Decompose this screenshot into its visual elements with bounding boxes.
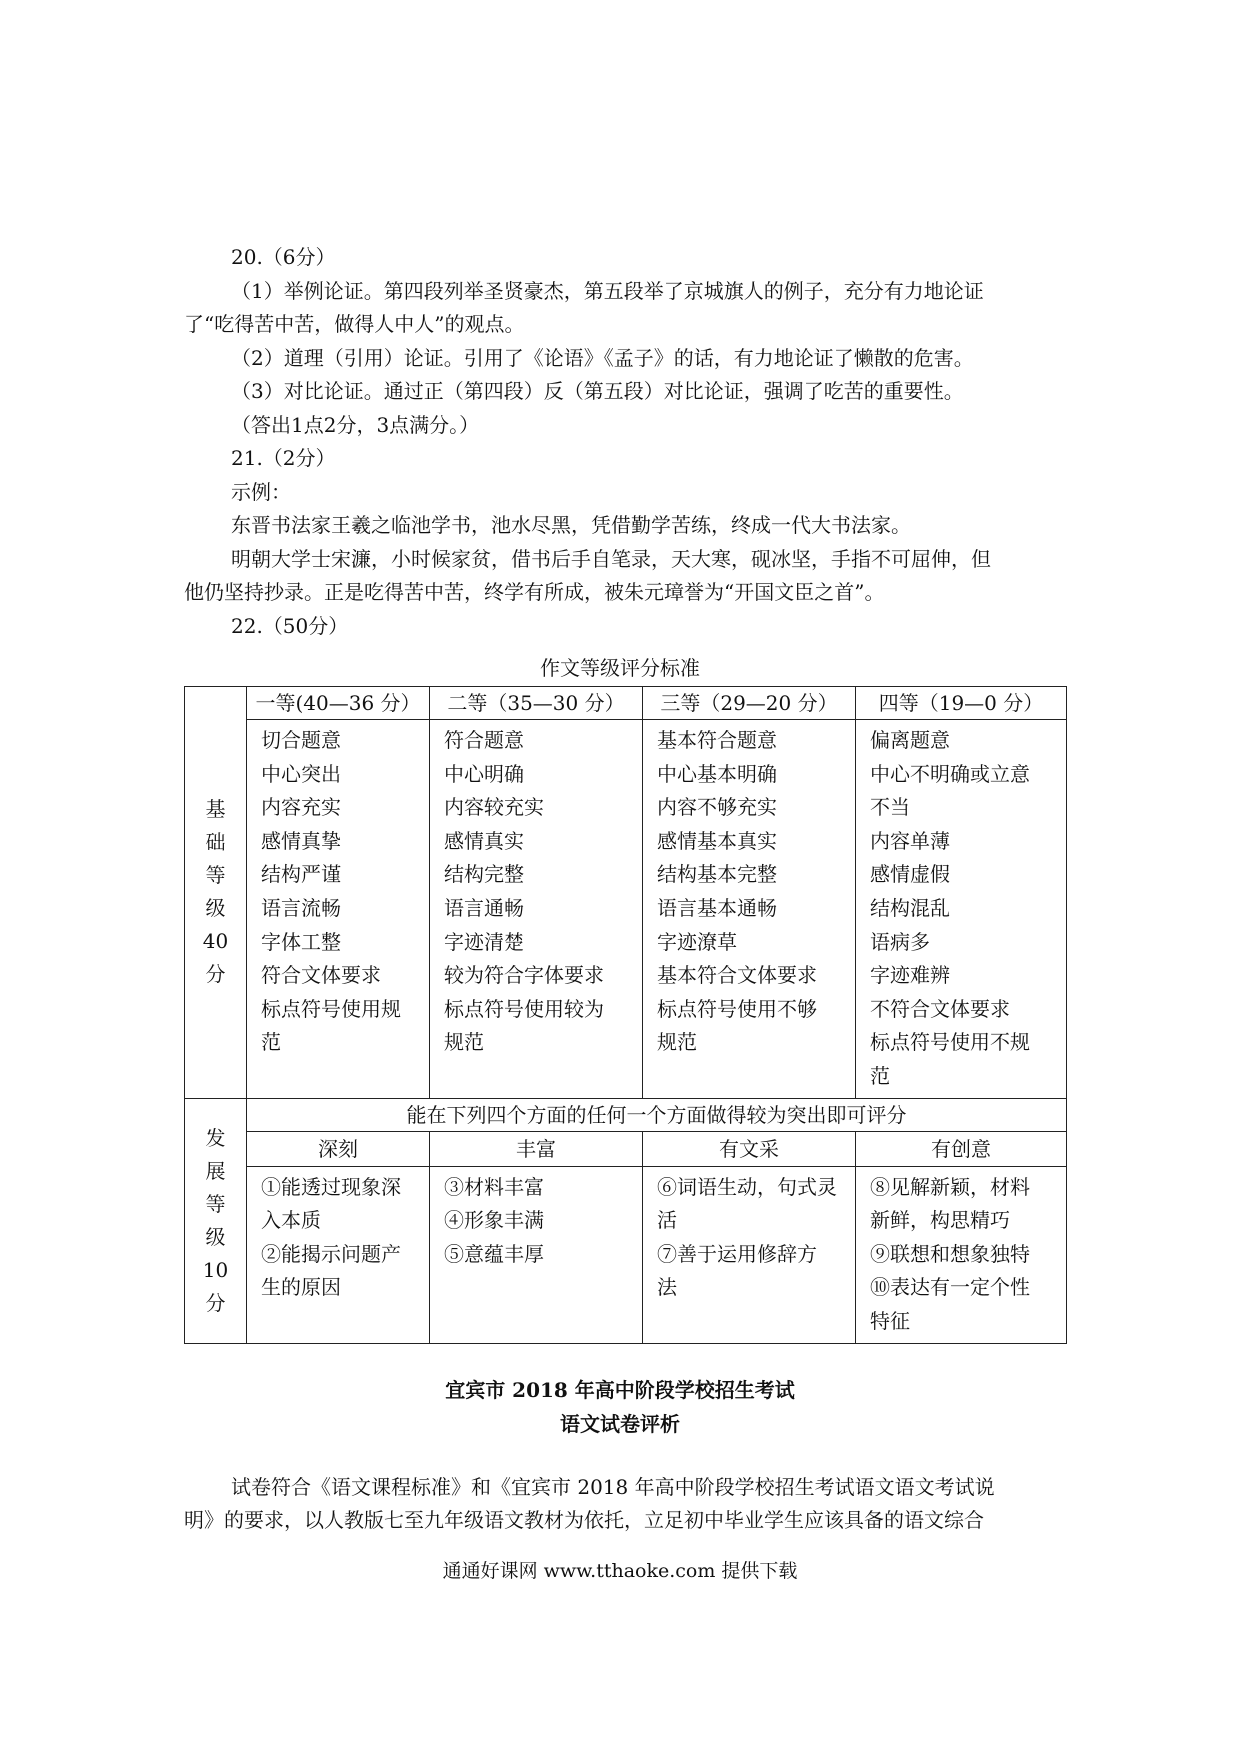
q20-heading: 20.（6分） <box>231 245 336 269</box>
aspect-header-rich: 丰富 <box>430 1131 643 1166</box>
grade-3-criteria: 基本符合题意 中心基本明确 内容不够充实 感情基本真实 结构基本完整 语言基本通畅 字迹潦草 基本符合文体要求 标点符号使用不够 规范 <box>643 720 856 1099</box>
aspect-rich-criteria: ③材料丰富 ④形象丰满 ⑤意蕴丰厚 <box>430 1166 643 1343</box>
grade-4-criteria: 偏离题意 中心不明确或立意 不当 内容单薄 感情虚假 结构混乱 语病多 字迹难辨 不符合文体要求 标点符号使用不规 范 <box>856 720 1067 1099</box>
grade-header-2: 二等（35—30 分） <box>430 687 643 720</box>
q21-example2-line2: 他仍坚持抄录。正是吃得苦中苦，终学有所成，被朱元璋誉为“开国文臣之首”。 <box>184 580 885 604</box>
aspect-deep-criteria: ①能透过现象深 入本质 ②能揭示问题产 生的原因 <box>247 1166 430 1343</box>
aspect-header-literary: 有文采 <box>643 1131 856 1166</box>
grade-1-criteria: 切合题意 中心突出 内容充实 感情真挚 结构严谨 语言流畅 字体工整 符合文体要求 标点符号使用规 范 <box>247 720 430 1099</box>
q20-scoring-note: （答出1点2分，3点满分。） <box>231 413 480 437</box>
grade-header-3: 三等（29—20 分） <box>643 687 856 720</box>
q22-heading: 22.（50分） <box>231 614 349 638</box>
grade-2-criteria: 符合题意 中心明确 内容较充实 感情真实 结构完整 语言通畅 字迹清楚 较为符合字体要求 标点符号使用较为 规范 <box>430 720 643 1099</box>
q21-example-label: 示例： <box>231 480 291 504</box>
analysis-paragraph-line1: 试卷符合《语文课程标准》和《宜宾市 2018 年高中阶段学校招生考试语文语文考试说 <box>231 1475 995 1499</box>
analysis-subtitle: 语文试卷评析 <box>560 1412 680 1436</box>
q20-point2: （2）道理（引用）论证。引用了《论语》《孟子》的话，有力地论证了懒散的危害。 <box>231 346 974 370</box>
analysis-title: 宜宾市 2018 年高中阶段学校招生考试 <box>445 1378 795 1402</box>
grading-table-caption: 作文等级评分标准 <box>540 656 700 680</box>
q20-point3: （3）对比论证。通过正（第四段）反（第五段）对比论证，强调了吃苦的重要性。 <box>231 379 964 403</box>
q20-point1-line2: 了“吃得苦中苦，做得人中人”的观点。 <box>184 312 525 336</box>
grading-table <box>184 686 1067 1344</box>
q21-heading: 21.（2分） <box>231 446 336 470</box>
analysis-paragraph-line2: 明》的要求，以人教版七至九年级语文教材为依托，立足初中毕业学生应该具备的语文综合 <box>184 1508 984 1532</box>
grade-header-4: 四等（19—0 分） <box>856 687 1067 720</box>
development-level-label: 发 展 等 级 10 分 <box>185 1098 247 1343</box>
q21-example1: 东晋书法家王羲之临池学书，池水尽黑，凭借勤学苦练，终成一代大书法家。 <box>231 513 911 537</box>
aspect-literary-criteria: ⑥词语生动，句式灵 活 ⑦善于运用修辞方 法 <box>643 1166 856 1343</box>
basic-level-label: 基 础 等 级 40 分 <box>185 687 247 1099</box>
aspect-creative-criteria: ⑧见解新颖，材料 新鲜，构思精巧 ⑨联想和想象独特 ⑩表达有一定个性 特征 <box>856 1166 1067 1343</box>
development-note: 能在下列四个方面的任何一个方面做得较为突出即可评分 <box>247 1098 1067 1131</box>
q20-point1-line1: （1）举例论证。第四段列举圣贤豪杰，第五段举了京城旗人的例子，充分有力地论证 <box>231 279 984 303</box>
q21-example2-line1: 明朝大学士宋濂，小时候家贫，借书后手自笔录，天大寒，砚冰坚，手指不可屈伸，但 <box>231 547 991 571</box>
grade-header-1: 一等(40—36 分） <box>247 687 430 720</box>
aspect-header-creative: 有创意 <box>856 1131 1067 1166</box>
aspect-header-deep: 深刻 <box>247 1131 430 1166</box>
page-footer: 通通好课网 www.tthaoke.com 提供下载 <box>442 1560 798 1582</box>
